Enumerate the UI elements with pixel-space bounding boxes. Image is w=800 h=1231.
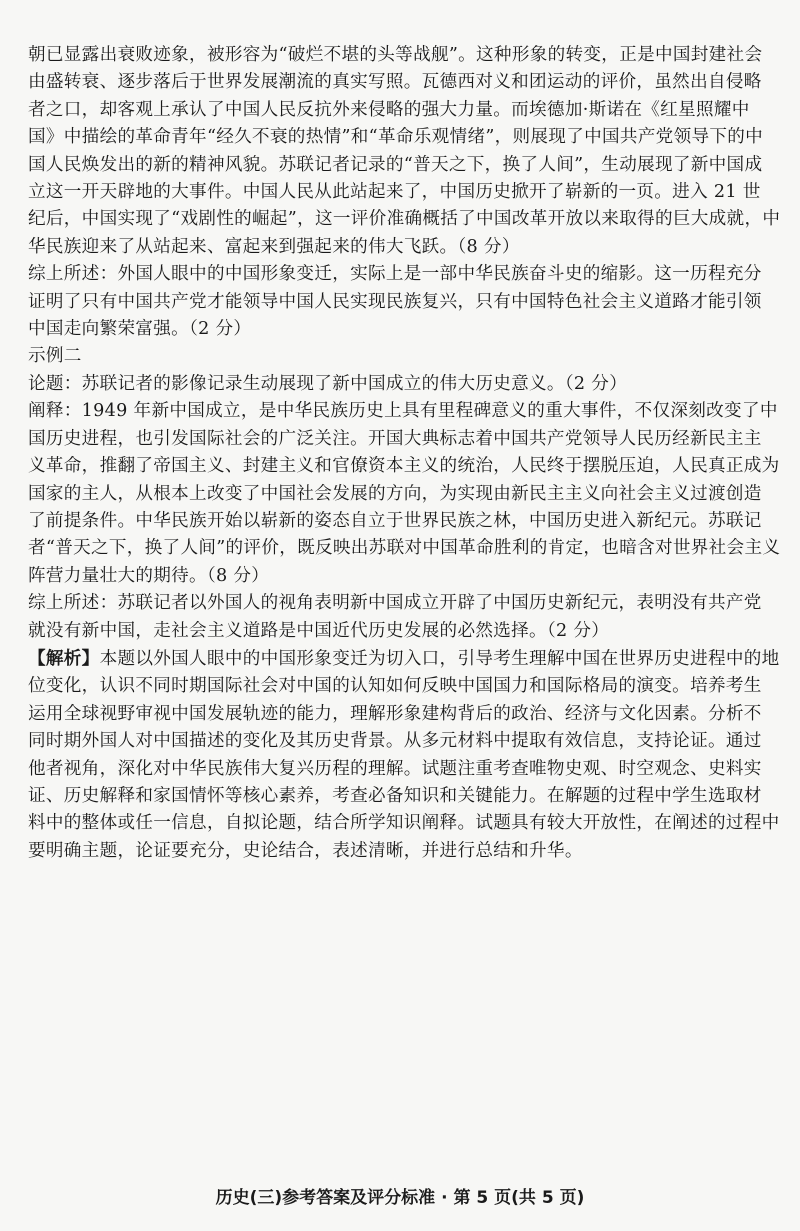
text-line: 国》中描绘的革命青年“经久不衰的热情”和“革命乐观情绪”，则展现了中国共产党领导下的中 — [28, 127, 764, 148]
text-line: 者之口，却客观上承认了中国人民反抗外来侵略的强大力量。而埃德加·斯诺在《红星照耀中 — [28, 99, 750, 120]
text-line: 阐释：1949 年新中国成立，是中华民族历史上具有里程碑意义的重大事件，不仅深刻改变了中 — [28, 401, 778, 422]
text-line: 由盛转衰、逐步落后于世界发展潮流的真实写照。瓦德西对义和团运动的评价，虽然出自侵略 — [28, 72, 762, 93]
example-heading: 示例二 — [28, 346, 82, 367]
text-line: 阵营力量壮大的期待。（8 分） — [28, 565, 270, 586]
text-line: 就没有新中国，走社会主义道路是中国近代历史发展的必然选择。（2 分） — [28, 620, 610, 641]
text-line: 国人民焕发出的新的精神风貌。苏联记者记录的“普天之下，换了人间”，生动展现了新中国成 — [28, 154, 763, 175]
document-body — [28, 42, 780, 865]
text-line: 综上所述：苏联记者以外国人的视角表明新中国成立开辟了中国历史新纪元，表明没有共产党 — [28, 593, 762, 614]
text-line: 立这一开天辟地的大事件。中国人民从此站起来了，中国历史掀开了崭新的一页。进入 21 世 — [28, 182, 761, 203]
text-line: 纪后，中国实现了“戏剧性的崛起”，这一评价准确概括了中国改革开放以来取得的巨大成就，中 — [28, 209, 780, 230]
analysis-line: 运用全球视野审视中国发展轨迹的能力，理解形象建构背后的政治、经济与文化因素。分析不 — [28, 703, 762, 724]
analysis-line — [28, 645, 780, 673]
text-line: 国历史进程，也引发国际社会的广泛关注。开国大典标志着中国共产党领导人民历经新民主主 — [28, 428, 762, 449]
text-line: 证明了只有中国共产党才能领导中国人民实现民族复兴，只有中国特色社会主义道路才能引领 — [28, 291, 762, 312]
text-line: 中国走向繁荣富强。（2 分） — [28, 319, 252, 340]
text-line: 论题：苏联记者的影像记录生动展现了新中国成立的伟大历史意义。（2 分） — [28, 373, 628, 394]
text-line: 华民族迎来了从站起来、富起来到强起来的伟大飞跃。（8 分） — [28, 236, 520, 257]
analysis-line: 料中的整体或任一信息，自拟论题，结合所学知识阐释。试题具有较大开放性，在阐述的过程中 — [28, 813, 780, 834]
analysis-line: 他者视角，深化对中华民族伟大复兴历程的理解。试题注重考查唯物史观、时空观念、史料实 — [28, 758, 762, 779]
analysis-line: 同时期外国人对中国描述的变化及其历史背景。从多元材料中提取有效信息，支持论证。通过 — [28, 731, 762, 752]
text-line: 朝已显露出衰败迹象，被形容为“破烂不堪的头等战舰”。这种形象的转变，正是中国封建社会 — [28, 45, 763, 65]
analysis-line: 位变化，认识不同时期国际社会对中国的认知如何反映中国国力和国际格局的演变。培养考生 — [28, 676, 762, 697]
text-line: 者“普天之下，换了人间”的评价，既反映出苏联对中国革命胜利的肯定，也暗含对世界社会主义 — [28, 538, 780, 559]
text-line: 综上所述：外国人眼中的中国形象变迁，实际上是一部中华民族奋斗史的缩影。这一历程充分 — [28, 264, 762, 285]
text-line: 义革命，推翻了帝国主义、封建主义和官僚资本主义的统治，人民终于摆脱压迫，人民真正成为 — [28, 456, 780, 477]
analysis-tag: 【解析】 — [28, 647, 100, 669]
text-line: 国家的主人，从根本上改变了中国社会发展的方向，为实现由新民主主义向社会主义过渡创造 — [28, 483, 762, 504]
text-line: 了前提条件。中华民族开始以崭新的姿态自立于世界民族之林，中国历史进入新纪元。苏联记 — [28, 510, 762, 531]
page-footer: 历史(三)参考答案及评分标准 · 第 5 页(共 5 页) — [215, 1188, 585, 1208]
analysis-line: 证、历史解释和家国情怀等核心素养，考查必备知识和关键能力。在解题的过程中学生选取材 — [28, 785, 762, 806]
analysis-line: 要明确主题，论证要充分，史论结合，表述清晰，并进行总结和升华。 — [28, 840, 583, 861]
analysis-text: 本题以外国人眼中的中国形象变迁为切入口，引导考生理解中国在世界历史进程中的地 — [99, 648, 780, 669]
